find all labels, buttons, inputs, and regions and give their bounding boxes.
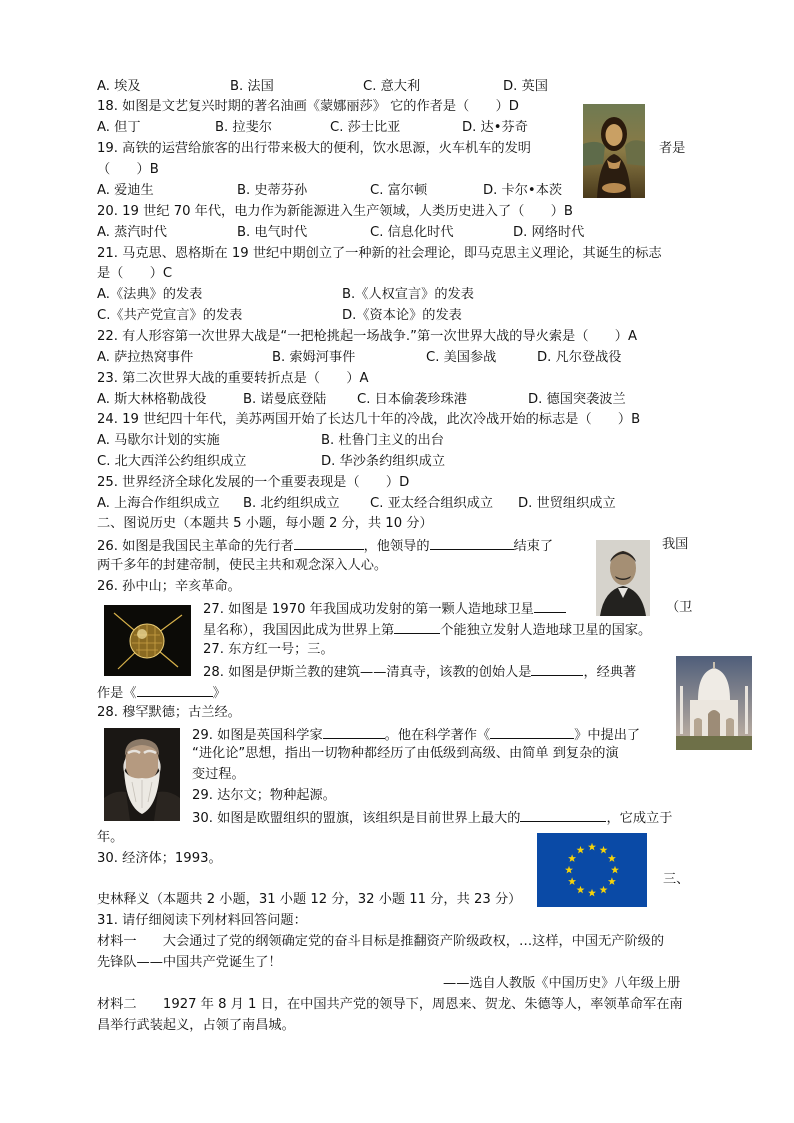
material-1-source: ——选自人教版《中国历史》八年级上册 (443, 976, 681, 991)
darwin-portrait (104, 728, 180, 821)
q19-stem-line2: （ ）B (97, 162, 159, 177)
q26-answer: 26. 孙中山；辛亥革命。 (97, 579, 241, 594)
q21-stem-line2: 是（ ）C (97, 266, 173, 281)
q28-stem (203, 661, 636, 683)
q19-option-a: A. 爱迪生 (97, 183, 154, 198)
q29-blank-2[interactable] (490, 724, 574, 739)
q30-answer: 30. 经济体；1993。 (97, 851, 222, 866)
q28-text-b: ，经典著 (583, 665, 637, 680)
q19-stem: 19. 高铁的运营给旅客的出行带来极大的便利，饮水思源，火车机车的发明 (97, 141, 531, 156)
q22-option-c: C. 美国参战 (426, 350, 497, 365)
q18-option-c: C. 莎士比亚 (330, 120, 401, 135)
q27-text-a: 27. 如图是 1970 年我国成功发射的第一颗人造地球卫星 (203, 602, 534, 617)
q28-text-a: 28. 如图是伊斯兰教的建筑——清真寺，该教的创始人是 (203, 665, 532, 680)
q29-stem (192, 724, 640, 746)
q19-option-c: C. 富尔顿 (370, 183, 428, 198)
q17-option-c: C. 意大利 (363, 79, 421, 94)
q28-answer: 28. 穆罕默德；古兰经。 (97, 705, 241, 720)
q28-text-c: 作是《 (97, 686, 137, 701)
q22-option-b: B. 索姆河事件 (272, 350, 356, 365)
q23-option-c: C. 日本偷袭珍珠港 (357, 392, 467, 407)
q23-option-a: A. 斯大林格勒战役 (97, 392, 207, 407)
q21-stem: 21. 马克思、恩格斯在 19 世纪中期创立了一种新的社会理论，即马克思主义理论，其诞生的标志 (97, 246, 662, 261)
q25-option-a: A. 上海合作组织成立 (97, 496, 220, 511)
q27-answer: 27. 东方红一号；三。 (203, 642, 334, 657)
q27-stem (203, 598, 566, 620)
q27-blank-1[interactable] (534, 598, 566, 613)
q18-option-a: A. 但丁 (97, 120, 141, 135)
mosque-image (676, 656, 752, 750)
q18-option-b: B. 拉斐尔 (215, 120, 272, 135)
q23-stem: 23. 第二次世界大战的重要转折点是（ ）A (97, 371, 369, 386)
q27-stem-tail: （卫 (666, 600, 693, 615)
section-3-heading: 史林释义（本题共 2 小题，31 小题 12 分，32 小题 11 分，共 23 分） (97, 892, 522, 907)
q22-option-a: A. 萨拉热窝事件 (97, 350, 194, 365)
q17-option-b: B. 法国 (230, 79, 274, 94)
q19-option-b: B. 史蒂芬孙 (237, 183, 308, 198)
q23-option-d: D. 德国突袭波兰 (528, 392, 626, 407)
material-1-line1: 材料一 大会通过了党的纲领确定党的奋斗目标是推翻资产阶级政权，…这样，中国无产阶级的 (97, 934, 665, 949)
q24-stem: 24. 19 世纪四十年代，美苏两国开始了长达几十年的冷战，此次冷战开始的标志是（ ）B (97, 412, 641, 427)
material-2-line2: 昌举行武装起义，占领了南昌城。 (97, 1018, 295, 1033)
q25-stem: 25. 世界经济全球化发展的一个重要表现是（ ）D (97, 475, 410, 490)
q24-option-d: D. 华沙条约组织成立 (321, 454, 446, 469)
q20-stem: 20. 19 世纪 70 年代，电力作为新能源进入生产领域，人类历史进入了（ ）B (97, 204, 573, 219)
q17-option-a: A. 埃及 (97, 79, 141, 94)
q30-text-b: ，它成立于 (606, 811, 673, 826)
q26-blank-2[interactable] (430, 535, 514, 550)
q20-option-c: C. 信息化时代 (370, 225, 454, 240)
q28-blank-2[interactable] (137, 682, 213, 697)
q25-option-b: B. 北约组织成立 (243, 496, 340, 511)
q28-stem-line2 (97, 682, 226, 704)
q29-text-c: 》中提出了 (574, 728, 641, 743)
q29-stem-line2: “进化论”思想，指出一切物种都经历了由低级到高级、由简单 到复杂的演 (192, 746, 619, 761)
q26-stem (97, 535, 553, 557)
q18-option-d: D. 达•芬奇 (462, 120, 528, 135)
material-2-line1: 材料二 1927 年 8 月 1 日，在中国共产党的领导下，周恩来、贺龙、朱德等人，率领革命军在南 (97, 997, 683, 1012)
mona-lisa-image (583, 104, 645, 198)
q28-text-d: 》 (212, 686, 226, 701)
q23-option-b: B. 诺曼底登陆 (243, 392, 327, 407)
q24-option-b: B. 杜鲁门主义的出台 (321, 433, 444, 448)
q26-stem-tail: 我国 (662, 537, 689, 552)
q21-option-b: B.《人权宣言》的发表 (342, 287, 474, 302)
q27-stem-line2 (203, 619, 651, 641)
q28-blank-1[interactable] (531, 661, 583, 676)
q26-blank-1[interactable] (294, 535, 364, 550)
material-1-line2: 先锋队——中国共产党诞生了！ (97, 955, 282, 970)
q24-option-c: C. 北大西洋公约组织成立 (97, 454, 247, 469)
q19-option-d: D. 卡尔•本茨 (483, 183, 563, 198)
q22-option-d: D. 凡尔登战役 (537, 350, 622, 365)
q29-text-b: 。他在科学著作《 (384, 728, 491, 743)
q30-stem (192, 807, 672, 829)
q20-option-b: B. 电气时代 (237, 225, 308, 240)
q26-text-c: 结束了 (513, 539, 554, 554)
q26-text-b: ，他领导的 (363, 539, 430, 554)
q29-blank-1[interactable] (323, 724, 385, 739)
q27-text-c: 星名称），我国因此成为世界上第 (203, 623, 395, 638)
sun-yat-sen-portrait (596, 540, 650, 616)
q25-option-c: C. 亚太经合组织成立 (370, 496, 494, 511)
q31-stem: 31. 请仔细阅读下列材料回答问题： (97, 913, 307, 928)
q24-option-a: A. 马歇尔计划的实施 (97, 433, 220, 448)
q20-option-a: A. 蒸汽时代 (97, 225, 167, 240)
q29-answer: 29. 达尔文；物种起源。 (192, 788, 336, 803)
q19-stem-tail: 者是 (659, 141, 686, 156)
q21-option-d: D.《资本论》的发表 (342, 308, 462, 323)
q26-stem-line2: 两千多年的封建帝制，使民主共和观念深入人心。 (97, 558, 388, 573)
q20-option-d: D. 网络时代 (513, 225, 585, 240)
eu-flag-image (537, 833, 647, 907)
section-2-heading: 二、图说历史（本题共 5 小题，每小题 2 分，共 10 分） (97, 516, 433, 531)
q17-option-d: D. 英国 (503, 79, 548, 94)
q21-option-a: A.《法典》的发表 (97, 287, 203, 302)
q30-stem-line2: 年。 (97, 830, 124, 845)
q22-stem: 22. 有人形容第一次世界大战是“一把枪挑起一场战争.”第一次世界大战的导火索是（ ）A (97, 329, 637, 344)
q21-option-c: C.《共产党宣言》的发表 (97, 308, 243, 323)
q27-text-d: 个能独立发射人造地球卫星的国家。 (440, 623, 652, 638)
q30-text-a: 30. 如图是欧盟组织的盟旗，该组织是目前世界上最大的 (192, 811, 521, 826)
q29-text-a: 29. 如图是英国科学家 (192, 728, 323, 743)
q18-stem: 18. 如图是文艺复兴时期的著名油画《蒙娜丽莎》 它的作者是（ ）D (97, 99, 519, 114)
q27-blank-2[interactable] (394, 619, 440, 634)
q25-option-d: D. 世贸组织成立 (518, 496, 616, 511)
section-3-number: 三、 (663, 872, 690, 887)
q30-blank-1[interactable] (520, 807, 606, 822)
satellite-image (104, 605, 191, 676)
q29-stem-line3: 变过程。 (192, 767, 245, 782)
q26-text-a: 26. 如图是我国民主革命的先行者 (97, 539, 294, 554)
